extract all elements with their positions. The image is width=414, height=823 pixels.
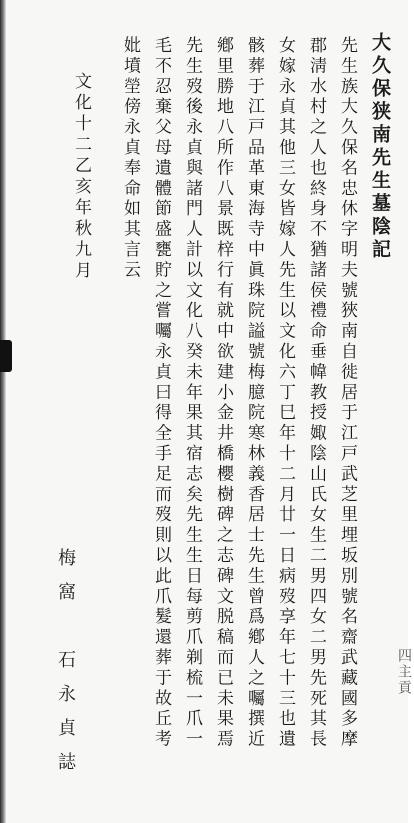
date-line: 文化十二乙亥年秋九月: [71, 72, 91, 282]
body-column-1: 先生族大久保名忠休字明夫號狹南自徙居于江戸武芝里埋坂別號名齋武藏國多摩: [337, 36, 357, 750]
body-column-5: 鄕里勝地八所作八景既梓行有就中欲建小金井橋櫻樹碑之志碑文脱稿而已未果焉: [213, 36, 233, 750]
body-column-8: 妣墳塋傍永貞奉命如其言云: [120, 36, 140, 281]
signature-block: [56, 548, 74, 770]
body-column-3: 女嫁永貞其他三女皆嫁人先生以文化六丁巳年十二月廿一日病歿享年七十三也遺: [275, 36, 295, 750]
body-column-6: 先生歿後永貞與諸門人計以文化八癸未年果其宿志矣先生生日每剪爪剃梳一爪一: [182, 36, 202, 750]
document-title: 大久保狭南先生墓陰記: [369, 32, 391, 262]
body-column-2: 郡淸水村之人也終身不猶諸侯禮命垂幃教授娵陰山氏女生二男四女二男先死其長: [306, 36, 326, 750]
gutter-mark: [0, 340, 12, 372]
signature-suffix: 誌: [55, 752, 76, 770]
adjacent-page-fragment: 四主貢: [396, 648, 412, 696]
book-gutter: [0, 0, 6, 823]
body-column-4: 骸葬于江戸品革東海寺中眞珠院謚號梅臆院寒林義香居士先生曾爲鄕人之囑撰近: [244, 36, 264, 750]
body-column-7: 毛不忍棄父母遺體節盛甕貯之嘗囑永貞曰得全手足而歿則以此爪髮還葬于故丘考: [151, 36, 171, 750]
signature-name: 石永貞: [55, 650, 76, 752]
signature-place: 梅窩: [55, 548, 76, 616]
